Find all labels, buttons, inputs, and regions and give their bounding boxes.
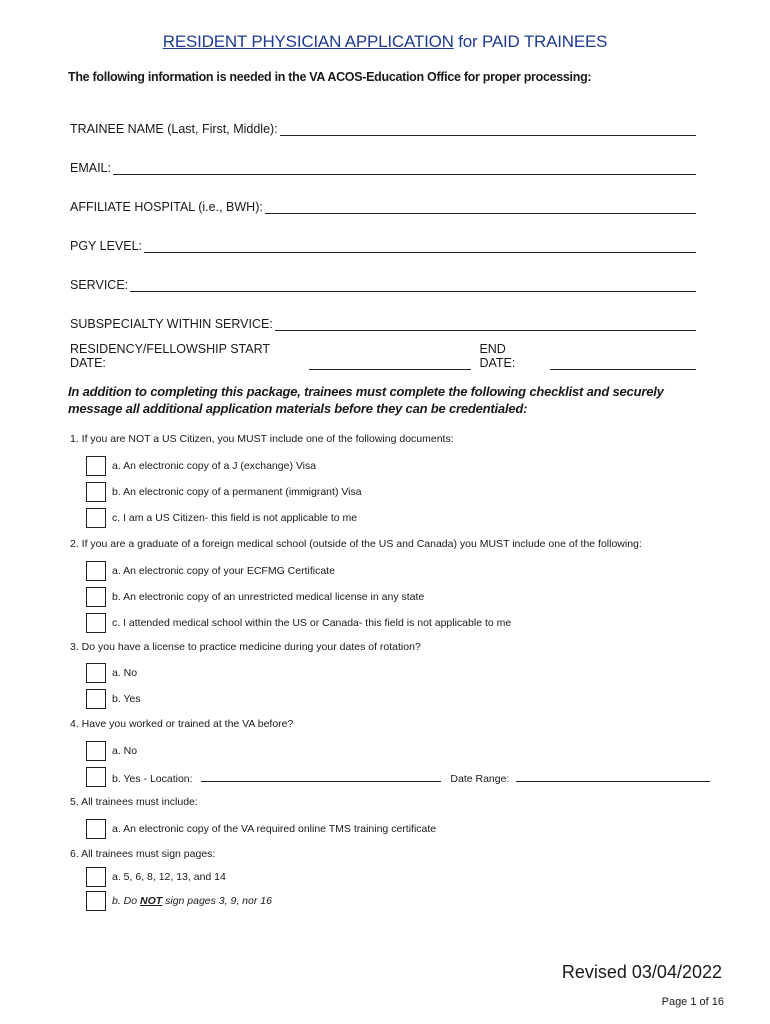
checkbox[interactable] <box>86 508 106 528</box>
page-subtitle: The following information is needed in the VA ACOS-Education Office for proper processing: <box>68 70 592 84</box>
pgy-level-line[interactable] <box>144 239 696 253</box>
sign-not: NOT <box>140 895 163 907</box>
option-text: b. An electronic copy of an unrestricted medical license in any state <box>112 591 425 603</box>
q4-option-a[interactable] <box>86 740 137 762</box>
checkbox[interactable] <box>86 867 106 887</box>
end-date-label: END DATE: <box>479 342 516 370</box>
checkbox[interactable] <box>86 587 106 607</box>
q4-option-b[interactable] <box>86 766 710 788</box>
email-field[interactable] <box>70 157 696 175</box>
field-label: EMAIL: <box>70 161 111 175</box>
option-text <box>112 895 272 907</box>
option-text: a. An electronic copy of a J (exchange) Visa <box>112 460 317 472</box>
date-range-label: Date Range: <box>450 772 510 785</box>
field-label: PGY LEVEL: <box>70 239 143 253</box>
option-text: a. An electronic copy of your ECFMG Certificate <box>112 565 335 577</box>
q1-option-a[interactable] <box>86 455 316 477</box>
field-label: SERVICE: <box>70 278 129 292</box>
q1-option-b[interactable] <box>86 481 362 503</box>
title-rest: for PAID TRAINEES <box>453 32 608 51</box>
field-label: TRAINEE NAME (Last, First, Middle): <box>70 122 278 136</box>
question-4: 4. Have you worked or trained at the VA before? <box>70 718 294 730</box>
revised-date: Revised 03/04/2022 <box>561 962 722 982</box>
q1-option-c[interactable] <box>86 507 357 529</box>
q6-option-a[interactable] <box>86 866 226 888</box>
date-range-line[interactable] <box>516 770 710 782</box>
residency-dates-row <box>70 342 696 370</box>
trainee-name-line[interactable] <box>280 122 696 136</box>
start-date-label: RESIDENCY/FELLOWSHIP START DATE: <box>70 342 270 370</box>
question-1: 1. If you are NOT a US Citizen, you MUST include one of the following documents: <box>70 433 454 445</box>
question-6: 6. All trainees must sign pages: <box>70 848 216 860</box>
page-title <box>0 32 770 52</box>
q2-option-a[interactable] <box>86 560 335 582</box>
affiliate-hospital-line[interactable] <box>265 200 696 214</box>
option-text: a. No <box>112 667 138 679</box>
checkbox[interactable] <box>86 663 106 683</box>
checkbox[interactable] <box>86 456 106 476</box>
start-date-line[interactable] <box>309 356 471 370</box>
question-2: 2. If you are a graduate of a foreign medical school (outside of the US and Canada) you MUST include one of the following: <box>70 538 642 550</box>
option-text: b. An electronic copy of a permanent (immigrant) Visa <box>112 486 362 498</box>
checkbox[interactable] <box>86 482 106 502</box>
q5-option-a[interactable] <box>86 818 436 840</box>
end-date-line[interactable] <box>550 356 696 370</box>
option-text: a. 5, 6, 8, 12, 13, and 14 <box>112 871 226 883</box>
subspecialty-line[interactable] <box>275 317 696 331</box>
option-text: a. No <box>112 745 138 757</box>
question-5: 5. All trainees must include: <box>70 796 198 808</box>
field-label: AFFILIATE HOSPITAL (i.e., BWH): <box>70 200 263 214</box>
field-label: SUBSPECIALTY WITHIN SERVICE: <box>70 317 273 331</box>
q2-option-b[interactable] <box>86 586 424 608</box>
checkbox[interactable] <box>86 891 106 911</box>
location-line[interactable] <box>201 770 441 782</box>
affiliate-hospital-field[interactable] <box>70 196 696 214</box>
q6-option-b[interactable] <box>86 890 272 912</box>
checkbox[interactable] <box>86 767 106 787</box>
subspecialty-field[interactable] <box>70 313 696 331</box>
sign-prefix: b. Do <box>112 895 141 907</box>
q2-option-c[interactable] <box>86 612 511 634</box>
option-text <box>112 770 710 785</box>
question-3: 3. Do you have a license to practice medicine during your dates of rotation? <box>70 641 421 653</box>
pgy-level-field[interactable] <box>70 235 696 253</box>
service-field[interactable] <box>70 274 696 292</box>
checklist-notice: In addition to completing this package, trainees must complete the following checklist and securely message all additional application materials before they can be credentialed: <box>68 384 664 416</box>
checkbox[interactable] <box>86 613 106 633</box>
service-line[interactable] <box>130 278 696 292</box>
option-text: c. I attended medical school within the US or Canada- this field is not applicable to me <box>112 617 512 629</box>
location-prefix: b. Yes - Location: <box>112 772 193 785</box>
checkbox[interactable] <box>86 689 106 709</box>
checkbox[interactable] <box>86 819 106 839</box>
trainee-name-field[interactable] <box>70 118 696 136</box>
sign-suffix: sign pages 3, 9, nor 16 <box>162 895 272 907</box>
option-text: b. Yes <box>112 693 141 705</box>
option-text: a. An electronic copy of the VA required online TMS training certificate <box>112 823 437 835</box>
title-underlined: RESIDENT PHYSICIAN APPLICATION <box>162 32 454 51</box>
checkbox[interactable] <box>86 561 106 581</box>
checkbox[interactable] <box>86 741 106 761</box>
q3-option-b[interactable] <box>86 688 141 710</box>
q3-option-a[interactable] <box>86 662 137 684</box>
email-line[interactable] <box>113 161 696 175</box>
page-number: Page 1 of 16 <box>661 996 724 1008</box>
option-text: c. I am a US Citizen- this field is not applicable to me <box>112 512 358 524</box>
